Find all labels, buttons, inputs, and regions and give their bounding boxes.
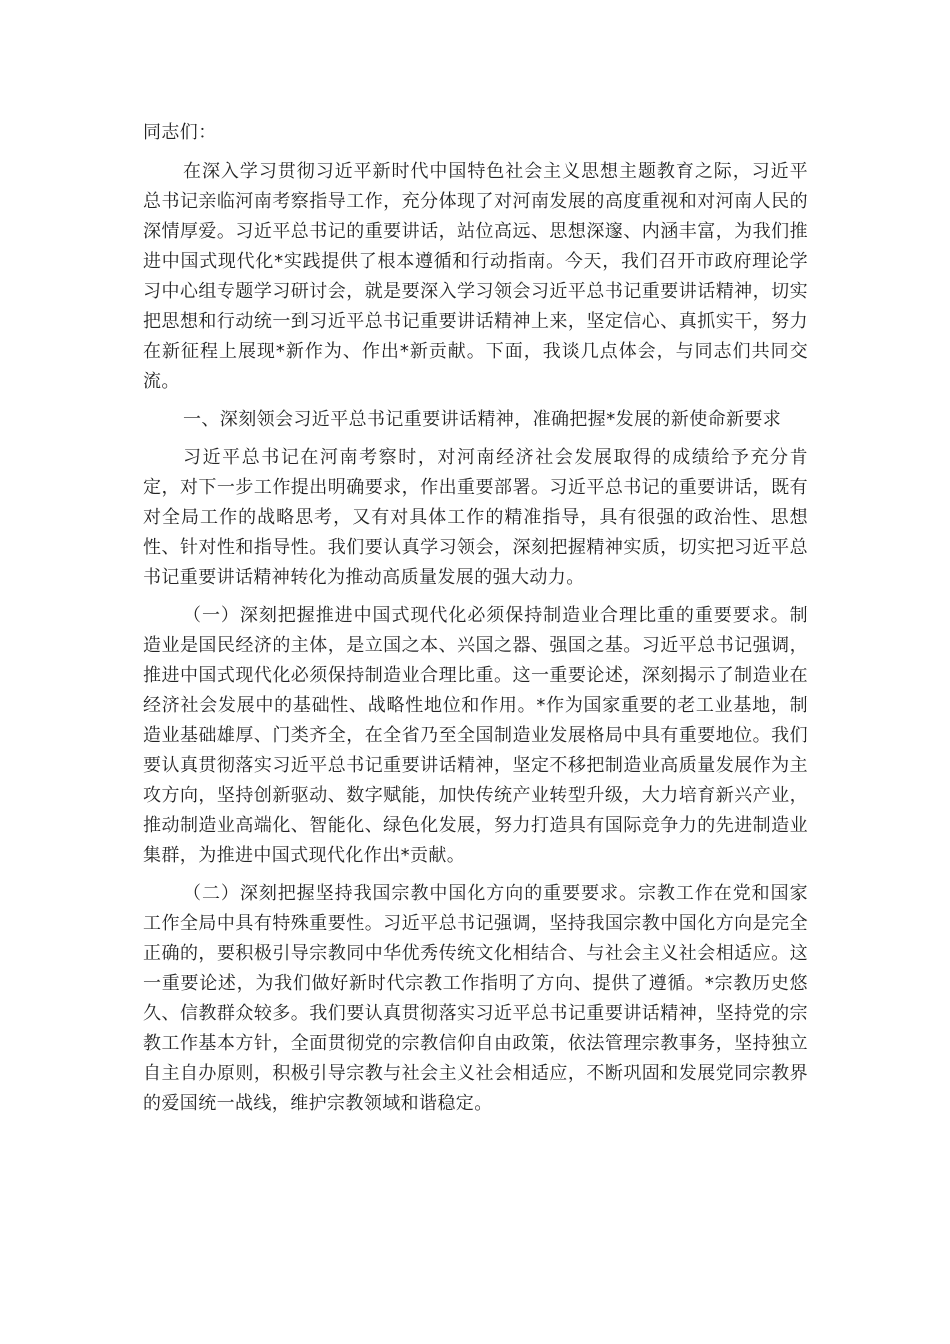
salutation: 同志们： [143,122,217,143]
intro-paragraph: 在深入学习贯彻习近平新时代中国特色社会主义思想主题教育之际，习近平总书记亲临河南考察指导工作，充分体现了对河南发展的高度重视和对河南人民的深情厚爱。习近平总书记的重要讲话，站位高远、思想深邃、内涵丰富，为我们推进中国式现代化*实践提供了根本遵循和行动指南。今天，我们召开市政府理论学习中心组专题学习研讨会，就是要深入学习领会习近平总书记重要讲话精神，切实把思想和行动统一到习近平总书记重要讲话精神上来，坚定信心、真抓实干，努力在新征程上展现*新作为、作出*新贡献。下面，我谈几点体会，与同志们共同交流。 [143,161,808,392]
document-body [143,118,808,1127]
section-heading-1: 一、深刻领会习近平总书记重要讲话精神，准确把握*发展的新使命新要求 [183,409,782,430]
subsection-paragraph-1: （一）深刻把握推进中国式现代化必须保持制造业合理比重的重要要求。制造业是国民经济的主体，是立国之本、兴国之器、强国之基。习近平总书记强调，推进中国式现代化必须保持制造业合理比重。这一重要论述，深刻揭示了制造业在经济社会发展中的基础性、战略性地位和作用。*作为国家重要的老工业基地，制造业基础雄厚、门类齐全，在全省乃至全国制造业发展格局中具有重要地位。我们要认真贯彻落实习近平总书记重要讲话精神，坚定不移把制造业高质量发展作为主攻方向，坚持创新驱动、数字赋能，加快传统产业转型升级，大力培育新兴产业，推动制造业高端化、智能化、绿色化发展，努力打造具有国际竞争力的先进制造业集群，为推进中国式现代化作出*贡献。 [143,605,808,866]
body-paragraph: 习近平总书记在河南考察时，对河南经济社会发展取得的成绩给予充分肯定，对下一步工作提出明确要求，作出重要部署。习近平总书记的重要讲话，既有对全局工作的战略思考，又有对具体工作的精准指导，具有很强的政治性、思想性、针对性和指导性。我们要认真学习领会，深刻把握精神实质，切实把习近平总书记重要讲话精神转化为推动高质量发展的强大动力。 [143,447,808,588]
subsection-paragraph-2: （二）深刻把握坚持我国宗教中国化方向的重要要求。宗教工作在党和国家工作全局中具有特殊重要性。习近平总书记强调，坚持我国宗教中国化方向是完全正确的，要积极引导宗教同中华优秀传统文化相结合、与社会主义社会相适应。这一重要论述，为我们做好新时代宗教工作指明了方向、提供了遵循。*宗教历史悠久、信教群众较多。我们要认真贯彻落实习近平总书记重要讲话精神，坚持党的宗教工作基本方针，全面贯彻党的宗教信仰自由政策，依法管理宗教事务，坚持独立自主自办原则，积极引导宗教与社会主义社会相适应，不断巩固和发展党同宗教界的爱国统一战线，维护宗教领域和谐稳定。 [143,883,808,1114]
